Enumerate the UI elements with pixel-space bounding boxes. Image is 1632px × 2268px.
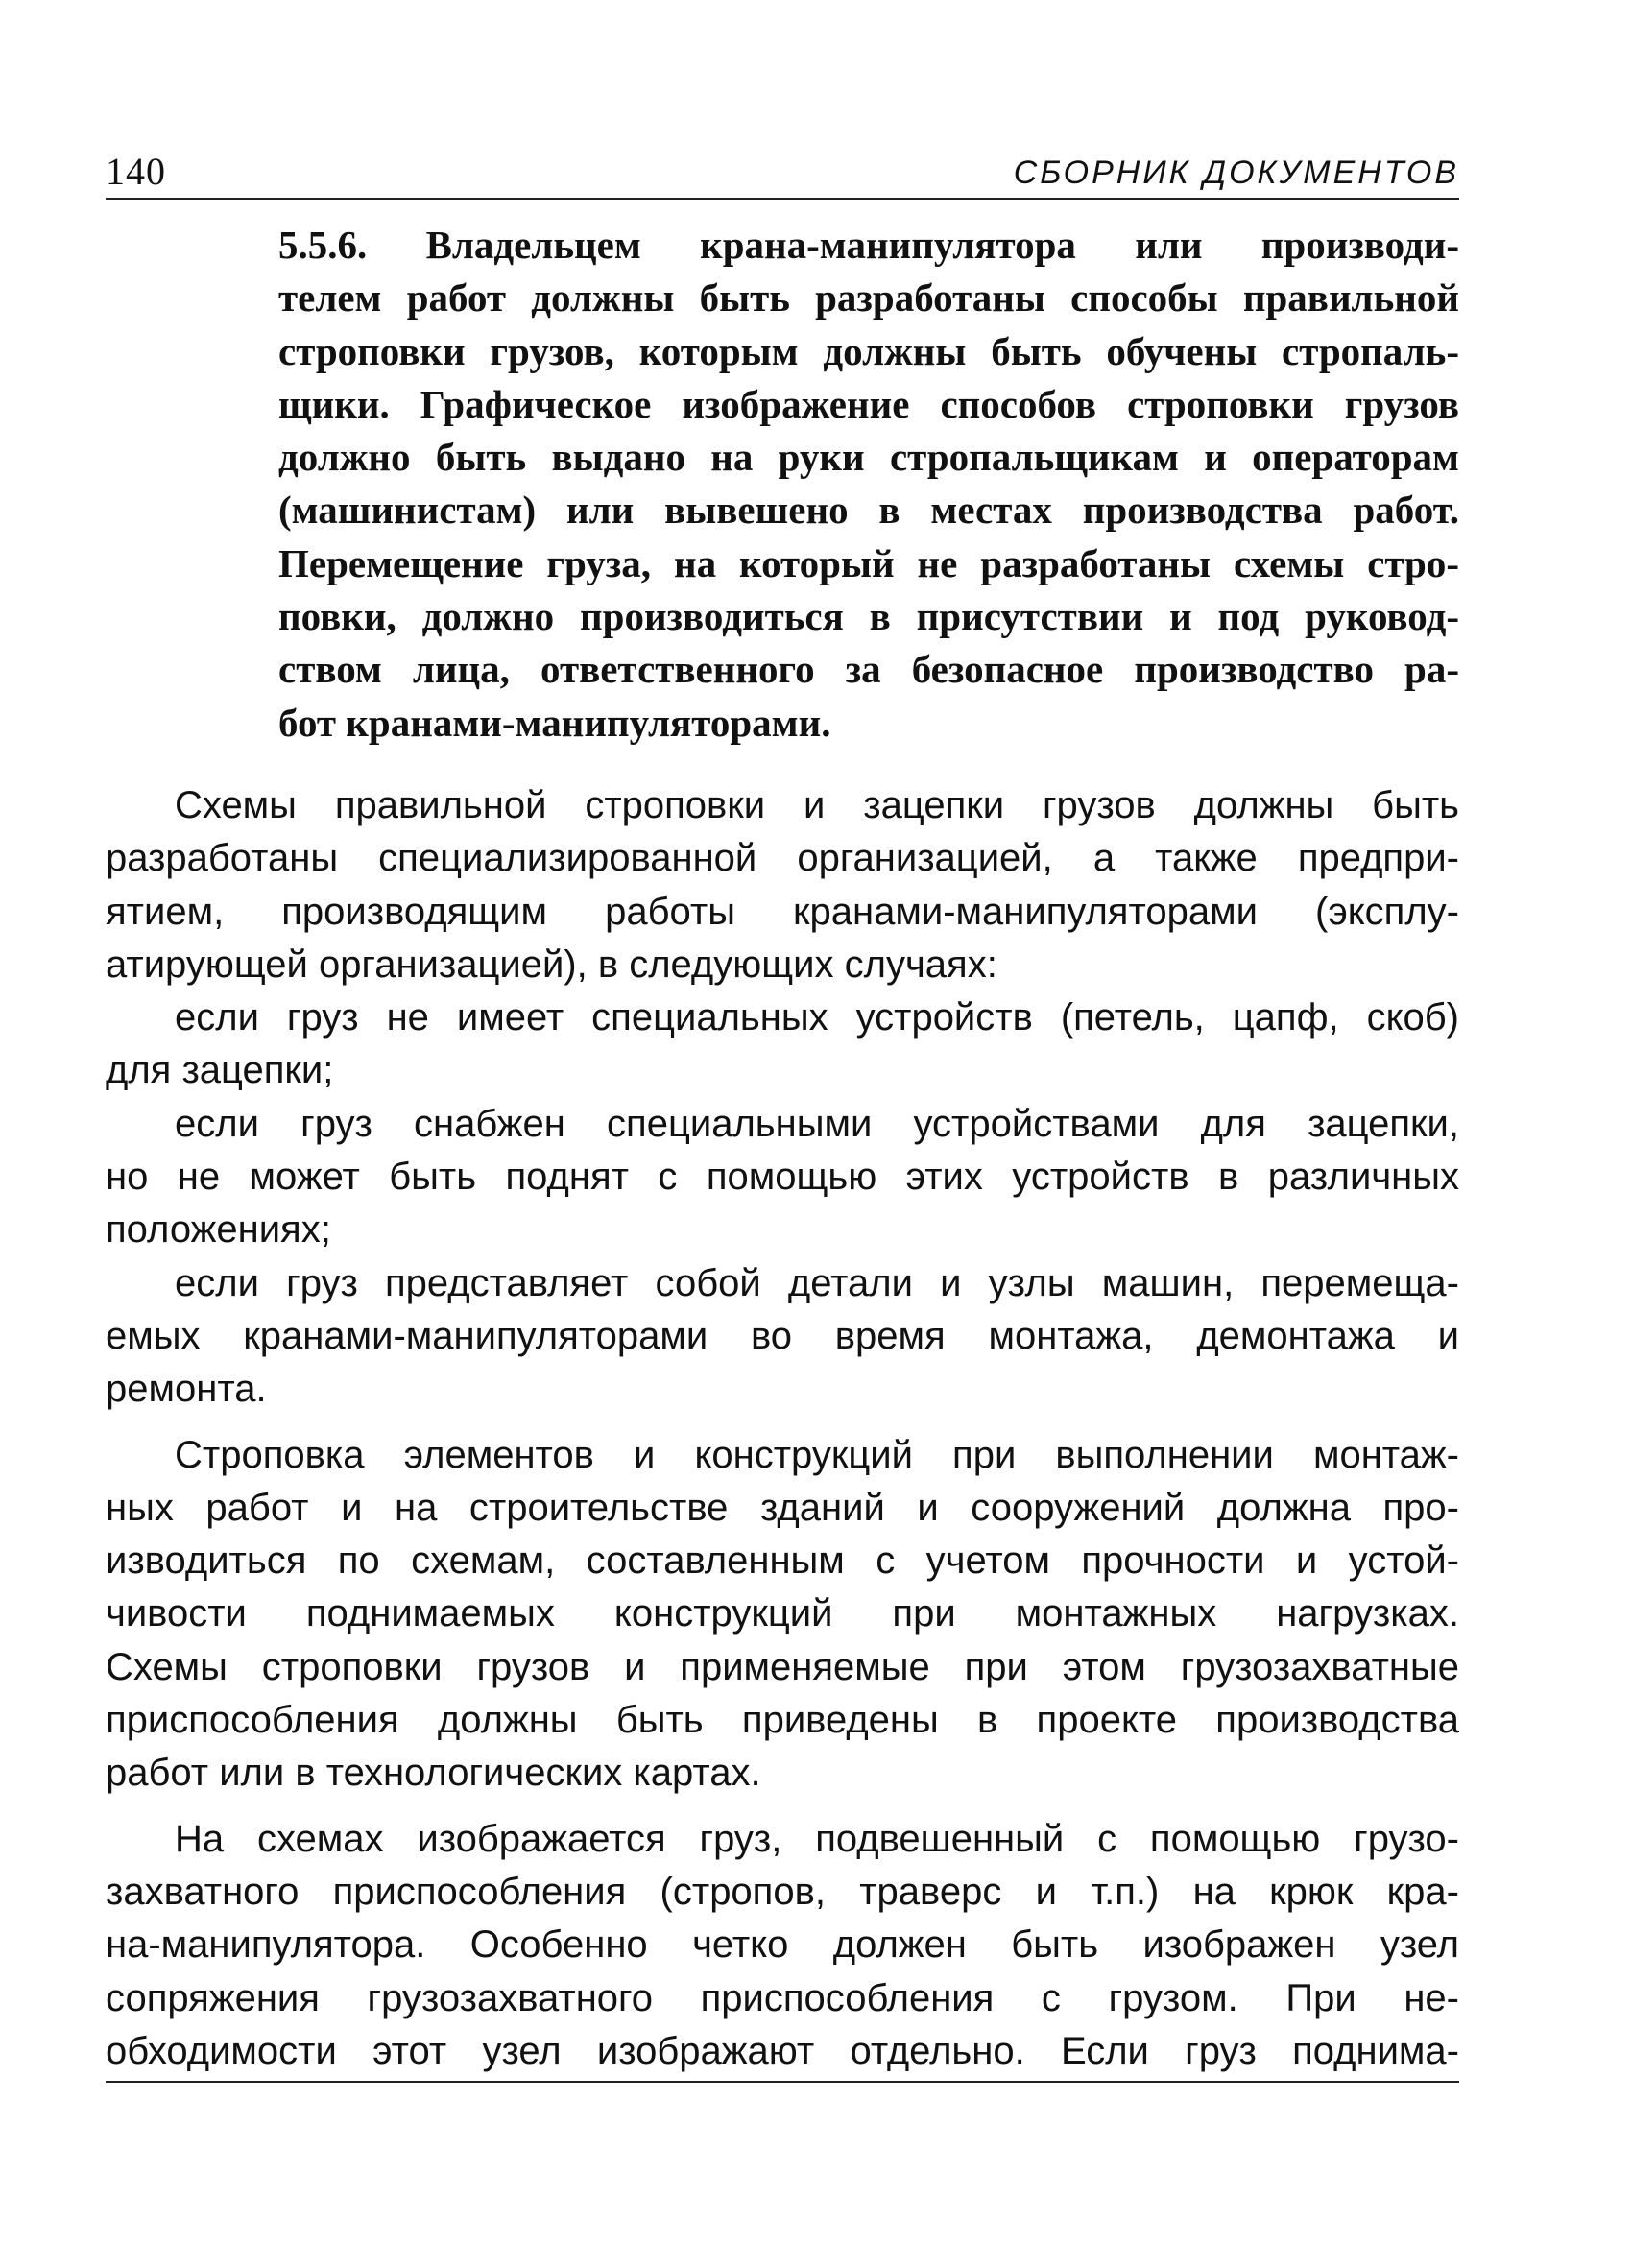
paragraph-case-3 xyxy=(106,1257,1459,1417)
paragraph-case-2 xyxy=(106,1098,1459,1257)
paragraph-case-1 xyxy=(106,991,1459,1098)
text-line: если груз не имеет специальных устройств (петель, цапф, скоб) xyxy=(175,996,1459,1039)
running-title: СБОРНИК ДОКУМЕНТОВ xyxy=(1013,155,1459,191)
page-number: 140 xyxy=(106,150,166,193)
bold-line: 5.5.6. Владельцем крана-манипулятора или производи- xyxy=(278,223,1459,267)
bold-line: бот кранами-манипуляторами. xyxy=(278,700,831,745)
clause-5-5-6 xyxy=(278,219,1459,750)
text-line: приспособления должны быть приведены в проекте производства xyxy=(106,1699,1459,1742)
text-line: захватного приспособления (стропов, траверс и т.п.) на крюк кра- xyxy=(106,1870,1459,1913)
bold-line: ством лица, ответственного за безопасное производство ра- xyxy=(278,647,1459,692)
text-line: сопряжения грузозахватного приспособления с грузом. При не- xyxy=(106,1976,1459,2019)
text-line: Схемы строповки грузов и применяемые при этом грузозахватные xyxy=(106,1645,1459,1688)
text-line: если груз снабжен специальными устройствами для зацепки, xyxy=(175,1102,1459,1145)
bold-line: (машинистам) или вывешено в местах производства работ. xyxy=(278,488,1459,533)
text-line: емых кранами-манипуляторами во время монтажа, демонтажа и xyxy=(106,1314,1459,1357)
bold-line: щики. Графическое изображение способов строповки грузов xyxy=(278,381,1459,426)
text-line: ятием, производящим работы кранами-манипуляторами (эксплу- xyxy=(106,890,1459,933)
text-line: разработаны специализированной организацией, а также предпри- xyxy=(106,837,1459,880)
page-header xyxy=(106,134,1459,200)
text-line: для зацепки; xyxy=(106,1049,334,1092)
text-line: работ или в технологических картах. xyxy=(106,1752,761,1795)
text-line: Схемы правильной строповки и зацепки грузов должны быть xyxy=(175,783,1459,826)
bold-line: повки, должно производиться в присутствии и под руковод- xyxy=(278,594,1459,639)
bold-line: Перемещение груза, на который не разработаны схемы стро- xyxy=(278,540,1459,585)
text-line: ных работ и на строительстве зданий и сооружений должна про- xyxy=(106,1486,1459,1529)
paragraph-scheme-depiction xyxy=(106,1813,1459,2078)
document-page xyxy=(106,134,1459,2078)
text-line: на-манипулятора. Особенно четко должен быть изображен узел xyxy=(106,1923,1459,1967)
bold-line: должно быть выдано на руки стропальщикам и операторам xyxy=(278,435,1459,480)
text-line: обходимости этот узел изображают отдельно. Если груз поднима- xyxy=(106,2029,1459,2072)
text-line: На схемах изображается груз, подвешенный с помощью грузо- xyxy=(175,1817,1459,1860)
body-text xyxy=(106,779,1459,2078)
paragraph-schemes-required xyxy=(106,779,1459,991)
bold-line: строповки грузов, которым должны быть обучены стропаль- xyxy=(278,328,1459,373)
text-line: чивости поднимаемых конструкций при монтажных нагрузках. xyxy=(106,1592,1459,1635)
paragraph-mounting-slinging xyxy=(106,1429,1459,1801)
text-line: если груз представляет собой детали и узлы машин, перемеща- xyxy=(175,1261,1459,1304)
text-line: но не может быть поднят с помощью этих устройств в различных xyxy=(106,1156,1459,1199)
text-line: изводиться по схемам, составленным с учетом прочности и устой- xyxy=(106,1540,1459,1583)
bold-line: телем работ должны быть разработаны способы правильной xyxy=(278,275,1459,321)
text-line: атирующей организацией), в следующих случаях: xyxy=(106,943,997,986)
text-line: ремонта. xyxy=(106,1368,267,1411)
text-line: Строповка элементов и конструкций при выполнении монтаж- xyxy=(175,1433,1459,1476)
text-line: положениях; xyxy=(106,1208,331,1252)
footer-rule xyxy=(106,2081,1459,2083)
